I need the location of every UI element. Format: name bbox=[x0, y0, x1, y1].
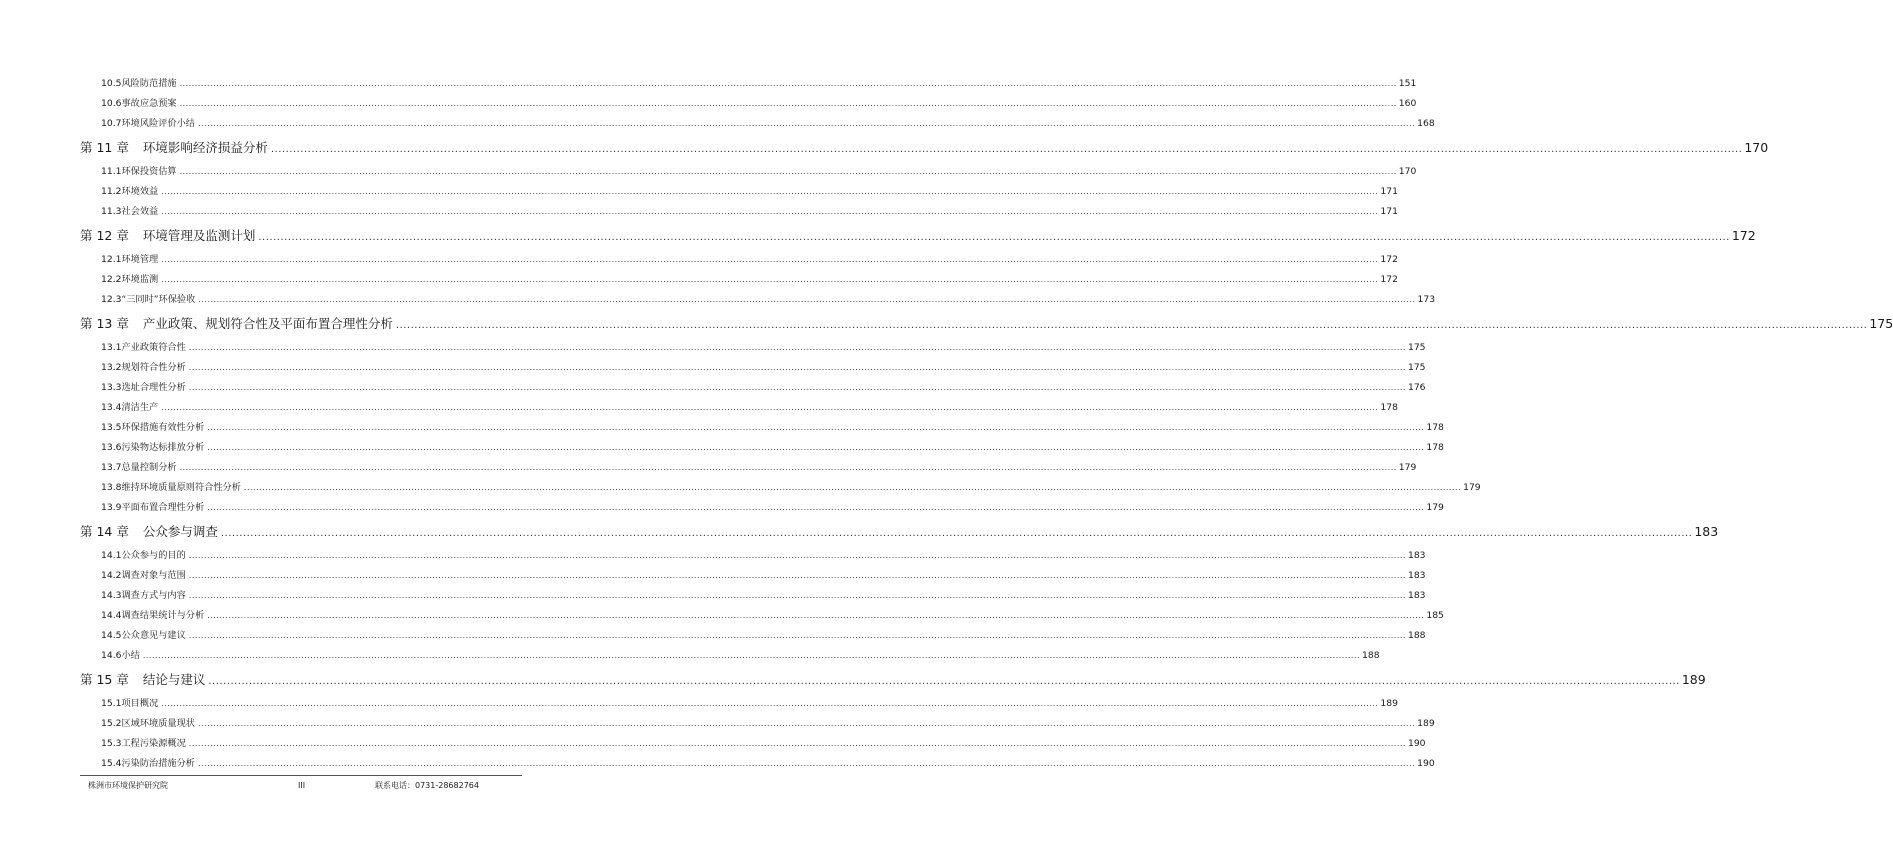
toc-entry-number: 11.2 bbox=[101, 186, 122, 197]
toc-entry-page: 175 bbox=[1407, 342, 1426, 353]
toc-entry-number: 13.2 bbox=[101, 362, 122, 373]
toc-chapter-entry[interactable] bbox=[80, 134, 1769, 162]
toc-section-entry[interactable] bbox=[80, 270, 1398, 290]
toc-entry-page: 176 bbox=[1407, 382, 1426, 393]
toc-entry-page: 188 bbox=[1362, 650, 1380, 661]
toc-entry-title: 环境效益 bbox=[121, 186, 159, 197]
toc-leader-dots: ................................................................................................................................................................................................................................................................................................................................................................................................................ bbox=[197, 759, 1416, 768]
toc-entry-title: 区域环境质量现状 bbox=[121, 718, 195, 729]
toc-section-entry[interactable] bbox=[80, 734, 1426, 754]
toc-leader-dots: ................................................................................................................................................................................................................................................................................................................................................................................................................ bbox=[161, 275, 1379, 284]
toc-entry-page: 183 bbox=[1407, 570, 1426, 581]
toc-entry-number: 13.3 bbox=[101, 382, 122, 393]
toc-entry-page: 151 bbox=[1398, 78, 1417, 89]
toc-entry-title: 结论与建议 bbox=[142, 672, 206, 687]
toc-entry-page: 175 bbox=[1407, 362, 1426, 373]
toc-entry-page: 171 bbox=[1380, 186, 1398, 197]
footer-contact: 联系电话：0731-28682764 bbox=[375, 781, 479, 790]
toc-leader-dots: ................................................................................................................................................................................................................................................................................................................................................................................................................ bbox=[179, 79, 1397, 88]
toc-leader-dots: ................................................................................................................................................................................................................................................................................................................................................................................................................ bbox=[161, 255, 1379, 264]
toc-entry-title: 总量控制分析 bbox=[121, 462, 177, 473]
toc-entry-page: 190 bbox=[1407, 738, 1426, 749]
toc-leader-dots: ................................................................................................................................................................................................................................................................................................................................................................................................................ bbox=[197, 119, 1416, 128]
toc-entry-page: 160 bbox=[1398, 98, 1417, 109]
toc-section-entry[interactable] bbox=[80, 182, 1398, 202]
toc-entry-page: 189 bbox=[1417, 718, 1435, 729]
toc-entry-title: 公众参与的目的 bbox=[121, 550, 186, 561]
toc-entry-number: 第 11 章 bbox=[80, 140, 129, 155]
toc-entry-title: 公众参与调查 bbox=[142, 524, 218, 539]
toc-entry-title: 清洁生产 bbox=[121, 402, 159, 413]
toc-leader-dots: ................................................................................................................................................................................................................................................................................................................................................................................................................ bbox=[161, 699, 1379, 708]
toc-entry-number: 13.9 bbox=[101, 502, 122, 513]
toc-leader-dots: ................................................................................................................................................................................................................................................................................................................................................................................................................ bbox=[198, 295, 1416, 304]
toc-section-entry[interactable] bbox=[80, 694, 1398, 714]
toc-leader-dots: ................................................................................................................................................................................................................................................................................................................................................................................................................ bbox=[395, 320, 1868, 331]
toc-leader-dots: ................................................................................................................................................................................................................................................................................................................................................................................................................ bbox=[161, 187, 1379, 196]
toc-leader-dots: ................................................................................................................................................................................................................................................................................................................................................................................................................ bbox=[188, 739, 1406, 748]
toc-section-entry[interactable] bbox=[80, 162, 1417, 182]
toc-entry-number: 13.4 bbox=[101, 402, 122, 413]
toc-leader-dots: ................................................................................................................................................................................................................................................................................................................................................................................................................ bbox=[179, 99, 1397, 108]
toc-entry-title: 风险防范措施 bbox=[121, 78, 177, 89]
toc-leader-dots: ................................................................................................................................................................................................................................................................................................................................................................................................................ bbox=[207, 443, 1425, 452]
toc-entry-title: 小结 bbox=[121, 650, 140, 661]
toc-entry-title: 污染物达标排放分析 bbox=[121, 442, 205, 453]
toc-entry-title: 项目概况 bbox=[121, 698, 159, 709]
toc-section-entry[interactable] bbox=[80, 290, 1436, 310]
toc-section-entry[interactable] bbox=[80, 566, 1426, 586]
toc-entry-title: 环保投资估算 bbox=[121, 166, 177, 177]
toc-entry-title: 社会效益 bbox=[121, 206, 159, 217]
toc-entry-number: 15.1 bbox=[101, 698, 122, 709]
toc-entry-number: 第 15 章 bbox=[80, 672, 129, 687]
toc-section-entry[interactable] bbox=[80, 714, 1435, 734]
toc-entry-number: 13.8 bbox=[101, 482, 122, 493]
toc-entry-title: 调查对象与范围 bbox=[121, 570, 186, 581]
toc-entry-page: 179 bbox=[1426, 502, 1444, 513]
toc-entry-title: 调查方式与内容 bbox=[121, 590, 186, 601]
toc-entry-number: 12.1 bbox=[101, 254, 122, 265]
toc-entry-page: 178 bbox=[1426, 422, 1444, 433]
toc-leader-dots: ................................................................................................................................................................................................................................................................................................................................................................................................................ bbox=[188, 591, 1406, 600]
toc-entry-number: 12.3 bbox=[101, 294, 122, 305]
toc-entry-number: 第 13 章 bbox=[80, 316, 129, 331]
toc-entry-title: 环境影响经济损益分析 bbox=[142, 140, 268, 155]
toc-leader-dots: ................................................................................................................................................................................................................................................................................................................................................................................................................ bbox=[188, 631, 1406, 640]
toc-section-entry[interactable] bbox=[80, 358, 1426, 378]
toc-section-entry[interactable] bbox=[80, 338, 1426, 358]
toc-entry-page: 175 bbox=[1869, 316, 1893, 331]
toc-entry-number: 14.3 bbox=[101, 590, 122, 601]
toc-leader-dots: ................................................................................................................................................................................................................................................................................................................................................................................................................ bbox=[188, 383, 1406, 392]
table-of-contents bbox=[80, 74, 1893, 774]
toc-chapter-entry[interactable] bbox=[80, 222, 1756, 250]
toc-entry-title: “三同时”环保验收 bbox=[121, 294, 196, 305]
toc-entry-number: 15.2 bbox=[101, 718, 122, 729]
toc-entry-title: 调查结果统计与分析 bbox=[121, 610, 205, 621]
toc-entry-title: 事故应急预案 bbox=[121, 98, 177, 109]
toc-leader-dots: ................................................................................................................................................................................................................................................................................................................................................................................................................ bbox=[207, 503, 1425, 512]
toc-entry-title: 产业政策、规划符合性及平面布置合理性分析 bbox=[142, 316, 393, 331]
toc-leader-dots: ................................................................................................................................................................................................................................................................................................................................................................................................................ bbox=[188, 571, 1406, 580]
toc-entry-number: 15.3 bbox=[101, 738, 122, 749]
toc-entry-page: 183 bbox=[1694, 524, 1719, 539]
footer-organization: 株洲市环境保护研究院 bbox=[88, 781, 168, 790]
toc-leader-dots: ................................................................................................................................................................................................................................................................................................................................................................................................................ bbox=[188, 551, 1406, 560]
toc-leader-dots: ................................................................................................................................................................................................................................................................................................................................................................................................................ bbox=[197, 719, 1416, 728]
toc-leader-dots: ................................................................................................................................................................................................................................................................................................................................................................................................................ bbox=[179, 463, 1397, 472]
toc-section-entry[interactable] bbox=[80, 754, 1435, 774]
toc-section-entry[interactable] bbox=[80, 418, 1444, 438]
toc-entry-page: 172 bbox=[1731, 228, 1756, 243]
toc-entry-page: 189 bbox=[1380, 698, 1398, 709]
toc-section-entry[interactable] bbox=[80, 586, 1426, 606]
toc-entry-number: 14.1 bbox=[101, 550, 122, 561]
toc-entry-number: 13.7 bbox=[101, 462, 122, 473]
toc-section-entry[interactable] bbox=[80, 74, 1417, 94]
toc-entry-number: 12.2 bbox=[101, 274, 122, 285]
toc-section-entry[interactable] bbox=[80, 626, 1426, 646]
toc-entry-number: 第 14 章 bbox=[80, 524, 129, 539]
toc-entry-page: 178 bbox=[1426, 442, 1444, 453]
toc-section-entry[interactable] bbox=[80, 398, 1398, 418]
toc-entry-title: 环境管理 bbox=[121, 254, 159, 265]
toc-entry-page: 168 bbox=[1417, 118, 1435, 129]
toc-entry-number: 13.6 bbox=[101, 442, 122, 453]
toc-entry-title: 公众意见与建议 bbox=[121, 630, 186, 641]
toc-section-entry[interactable] bbox=[80, 202, 1398, 222]
toc-leader-dots: ................................................................................................................................................................................................................................................................................................................................................................................................................ bbox=[208, 676, 1680, 687]
toc-section-entry[interactable] bbox=[80, 478, 1481, 498]
toc-entry-page: 189 bbox=[1681, 672, 1706, 687]
toc-chapter-entry[interactable] bbox=[80, 310, 1893, 338]
toc-entry-page: 185 bbox=[1426, 610, 1444, 621]
toc-entry-title: 环保措施有效性分析 bbox=[121, 422, 205, 433]
toc-entry-number: 13.5 bbox=[101, 422, 122, 433]
toc-leader-dots: ................................................................................................................................................................................................................................................................................................................................................................................................................ bbox=[270, 144, 1743, 155]
toc-section-entry[interactable] bbox=[80, 94, 1417, 114]
toc-entry-title: 维持环境质量原则符合性分析 bbox=[121, 482, 241, 493]
toc-chapter-entry[interactable] bbox=[80, 518, 1719, 546]
toc-entry-title: 污染防治措施分析 bbox=[121, 758, 195, 769]
toc-entry-number: 第 12 章 bbox=[80, 228, 129, 243]
toc-entry-title: 选址合理性分析 bbox=[121, 382, 186, 393]
toc-leader-dots: ................................................................................................................................................................................................................................................................................................................................................................................................................ bbox=[220, 528, 1693, 539]
toc-leader-dots: ................................................................................................................................................................................................................................................................................................................................................................................................................ bbox=[188, 343, 1406, 352]
toc-entry-page: 172 bbox=[1380, 254, 1398, 265]
toc-section-entry[interactable] bbox=[80, 114, 1435, 134]
toc-entry-page: 190 bbox=[1417, 758, 1435, 769]
toc-entry-number: 14.2 bbox=[101, 570, 122, 581]
toc-entry-number: 10.6 bbox=[101, 98, 122, 109]
toc-entry-page: 178 bbox=[1380, 402, 1398, 413]
toc-entry-number: 10.5 bbox=[101, 78, 122, 89]
toc-leader-dots: ................................................................................................................................................................................................................................................................................................................................................................................................................ bbox=[161, 403, 1379, 412]
toc-section-entry[interactable] bbox=[80, 438, 1444, 458]
toc-entry-number: 11.1 bbox=[101, 166, 122, 177]
toc-chapter-entry[interactable] bbox=[80, 666, 1706, 694]
toc-entry-page: 188 bbox=[1407, 630, 1426, 641]
toc-entry-page: 183 bbox=[1407, 590, 1426, 601]
toc-entry-page: 179 bbox=[1398, 462, 1417, 473]
toc-entry-page: 173 bbox=[1417, 294, 1436, 305]
footer-divider bbox=[80, 775, 522, 776]
toc-entry-number: 14.4 bbox=[101, 610, 122, 621]
toc-entry-number: 13.1 bbox=[101, 342, 122, 353]
toc-leader-dots: ................................................................................................................................................................................................................................................................................................................................................................................................................ bbox=[243, 483, 1462, 492]
footer-page-number: III bbox=[298, 781, 306, 790]
toc-entry-title: 规划符合性分析 bbox=[121, 362, 186, 373]
toc-entry-title: 平面布置合理性分析 bbox=[121, 502, 205, 513]
toc-leader-dots: ................................................................................................................................................................................................................................................................................................................................................................................................................ bbox=[258, 232, 1730, 243]
toc-section-entry[interactable] bbox=[80, 646, 1380, 666]
toc-entry-number: 11.3 bbox=[101, 206, 122, 217]
toc-entry-page: 170 bbox=[1744, 140, 1769, 155]
toc-entry-page: 172 bbox=[1380, 274, 1398, 285]
toc-leader-dots: ................................................................................................................................................................................................................................................................................................................................................................................................................ bbox=[207, 611, 1425, 620]
toc-entry-title: 环境管理及监测计划 bbox=[142, 228, 256, 243]
toc-leader-dots: ................................................................................................................................................................................................................................................................................................................................................................................................................ bbox=[142, 651, 1361, 660]
toc-section-entry[interactable] bbox=[80, 458, 1417, 478]
toc-leader-dots: ................................................................................................................................................................................................................................................................................................................................................................................................................ bbox=[207, 423, 1425, 432]
toc-entry-title: 工程污染源概况 bbox=[121, 738, 186, 749]
toc-entry-title: 环境监测 bbox=[121, 274, 159, 285]
toc-entry-page: 171 bbox=[1380, 206, 1398, 217]
toc-section-entry[interactable] bbox=[80, 498, 1444, 518]
toc-leader-dots: ................................................................................................................................................................................................................................................................................................................................................................................................................ bbox=[161, 207, 1379, 216]
toc-entry-title: 产业政策符合性 bbox=[121, 342, 186, 353]
toc-entry-page: 170 bbox=[1398, 166, 1417, 177]
toc-section-entry[interactable] bbox=[80, 606, 1444, 626]
toc-entry-page: 183 bbox=[1407, 550, 1426, 561]
toc-leader-dots: ................................................................................................................................................................................................................................................................................................................................................................................................................ bbox=[188, 363, 1406, 372]
toc-entry-number: 14.6 bbox=[101, 650, 122, 661]
toc-section-entry[interactable] bbox=[80, 378, 1426, 398]
toc-entry-title: 环境风险评价小结 bbox=[121, 118, 195, 129]
toc-section-entry[interactable] bbox=[80, 250, 1398, 270]
toc-entry-number: 10.7 bbox=[101, 118, 122, 129]
toc-section-entry[interactable] bbox=[80, 546, 1426, 566]
toc-entry-number: 14.5 bbox=[101, 630, 122, 641]
toc-entry-number: 15.4 bbox=[101, 758, 122, 769]
toc-leader-dots: ................................................................................................................................................................................................................................................................................................................................................................................................................ bbox=[179, 167, 1397, 176]
toc-entry-page: 179 bbox=[1463, 482, 1481, 493]
